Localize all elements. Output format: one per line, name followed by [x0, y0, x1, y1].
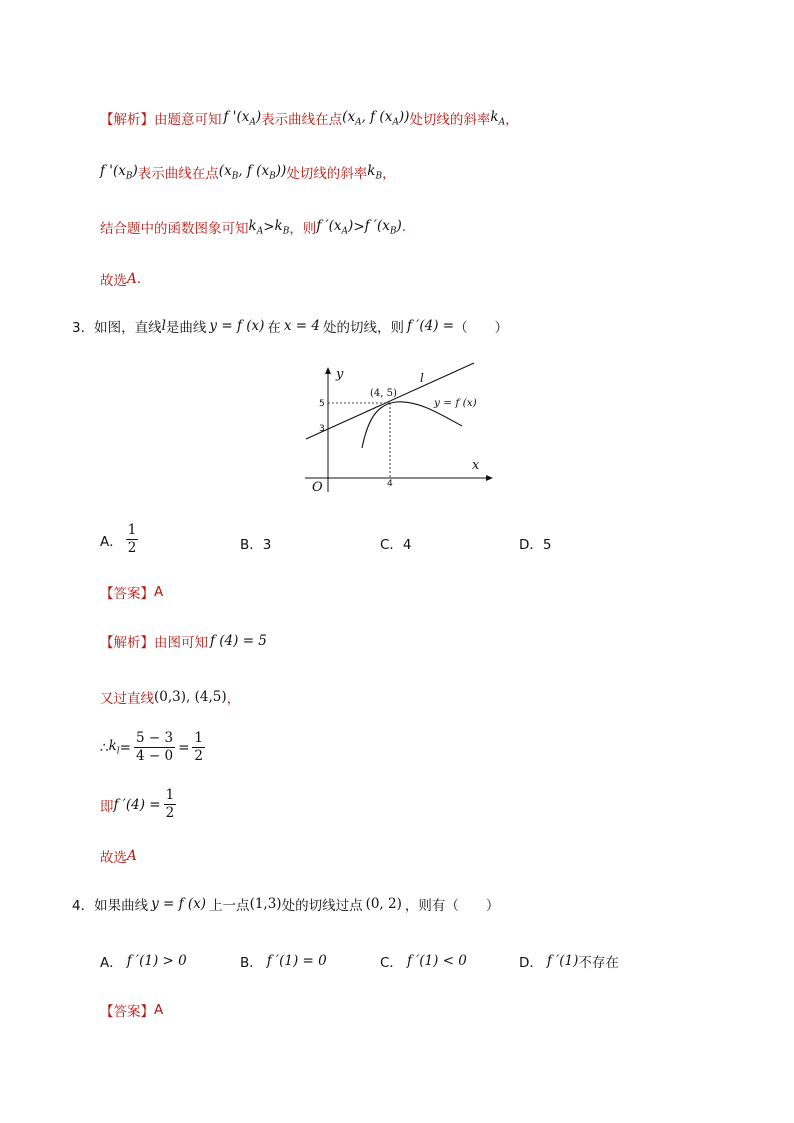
analysis-tag: 【解析】	[100, 112, 154, 128]
question-3: 3．如图，直线 l 是曲线 y = f (x) 在 x = 4 处的切线，则 f ′(4) = （ ）	[72, 318, 509, 336]
curve-label: y = f (x)	[434, 397, 477, 409]
q3-option-b[interactable]: B．3	[240, 537, 272, 553]
fraction-half: $\frac{1}{2}$	[127, 522, 137, 556]
solution-line-3: 结合题中的函数图象可知 $k_A$ > $k_B$ ，则 f $'(x_A)$ > f $'(x_B)$ .	[100, 217, 407, 237]
q3-option-d[interactable]: D．5	[519, 537, 552, 553]
q3-solution-2: 又过直线 (0,3), (4,5) ，	[100, 689, 241, 707]
x-axis-arrow	[486, 475, 493, 481]
q4-answer: 【答案】 A	[100, 1002, 164, 1020]
q4-option-d[interactable]: D． f ′(1) 不存在	[519, 953, 619, 971]
q3-solution-5: 故选 A	[100, 848, 137, 866]
derivative-fraction: $\frac{1}{2}$	[165, 787, 175, 821]
q3-option-c[interactable]: C．4	[380, 537, 412, 553]
q3-option-a[interactable]: A． $\frac{1}{2}$	[100, 522, 137, 556]
origin-label: O	[312, 480, 323, 495]
q4-option-b[interactable]: B． f ′(1) = 0	[240, 953, 327, 971]
q3-solution-4: 即 f ′(4) = $\frac{1}{2}$	[100, 787, 175, 821]
slope-fraction: $\frac{5 - 3}{4 - 0}$	[135, 730, 174, 764]
question-4: 4．如果曲线 y = f (x) 上一点 (1,3) 处的切线过点 (0, 2) ，则有（ ）	[72, 896, 500, 914]
q4-option-c[interactable]: C． f ′(1) < 0	[380, 953, 467, 971]
q3-answer: 【答案】 A	[100, 584, 164, 602]
q4-option-a[interactable]: A． f ′(1) > 0	[100, 953, 187, 971]
line-label: l	[420, 371, 424, 385]
solution-line-4: 故选 A .	[100, 271, 142, 289]
y-axis-arrow	[325, 367, 331, 374]
x-axis-label: x	[472, 458, 480, 473]
tick-label-4: 4	[387, 479, 393, 489]
tick-label-3: 3	[319, 424, 325, 434]
q3-solution-3: ∴ $k_l$ = $\frac{5 - 3}{4 - 0}$ = $\frac{1}{2}$	[100, 730, 203, 764]
q3-solution-1: 【解析】 由图可知 f (4) = 5	[100, 633, 267, 651]
slope-result-fraction: $\frac{1}{2}$	[194, 730, 203, 764]
solution-line-2: f '$(x_B)$ 表示曲线在点 ($x_B$, f $(x_B)$) 处切线的斜率 $k_B$ ，	[100, 162, 396, 182]
point-label: (4, 5)	[370, 388, 397, 399]
y-axis-label: y	[336, 367, 344, 382]
solution-line-1: 【解析】 由题意可知 f '$(x_A)$ 表示曲线在点 ($x_A$, f $(x_A)$) 处切线的斜率 $k_A$ ，	[100, 108, 519, 128]
tick-label-5: 5	[319, 399, 325, 409]
tangent-line-graph	[300, 362, 500, 502]
